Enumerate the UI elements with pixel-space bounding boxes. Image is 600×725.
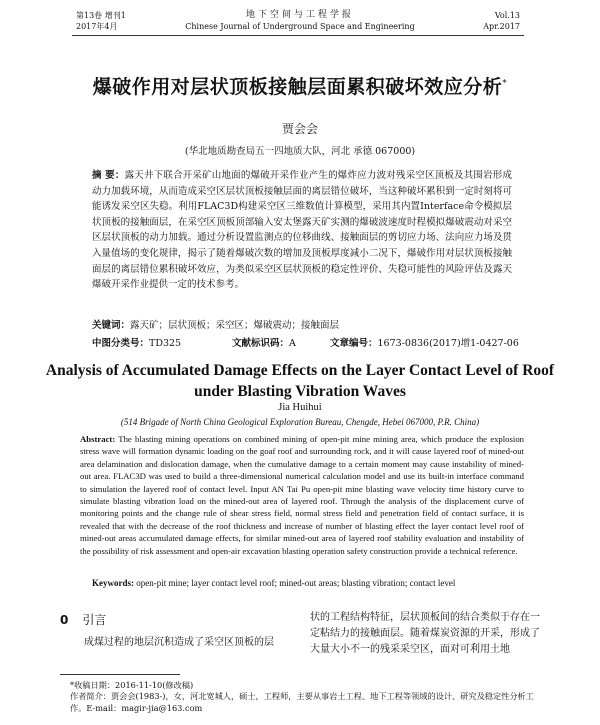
section-number: 0 xyxy=(60,613,69,627)
header-right xyxy=(483,10,520,32)
document-code: 文献标识码：A xyxy=(232,338,296,349)
abstract-en-text: The blasting mining operations on combined mining of open-pit mine mining area, which produce the explosion stress wave will formation dynamic loading on the goaf roof and surrounding rock, and it will cause layered roof of mined-out area delamination and dislocation damage, when the cumulative damage to a certain moment may cause instability of mined-out area. FLAC3D was used to build a three-dimensional numerical calculation model and use its built-in interface command to simulation the layered roof of contact level. Input AN Tai Pu open-pit mine blasting wave velocity time history curve to simulate blasting vibration load on the mined-out area of layered roof. Through the analysis of the displacement curve of monitoring points and the change rule of shear stress field, normal stress field and penetration field of contact surface, it is revealed that with the decrease of the roof thickness and increase of number of blasting effect the layer contact level roof of mined-out areas accumulated damage effects, for similar mined-out area of layered roof stability evaluation and instability of the possibility of risk assessment and open-air excavation blasting operation safety construction provide a technical reference. xyxy=(80,434,525,556)
keywords-en xyxy=(92,578,522,588)
header-date-zh: 2017年4月 xyxy=(76,22,118,31)
abstract-en-label: Abstract: xyxy=(80,434,116,444)
title-en: Analysis of Accumulated Damage Effects on the Layer Contact Level of Roof under Blasting Vibration Waves xyxy=(45,362,555,400)
keywords-en-text: open-pit mine; layer contact level roof; mined-out areas; blasting vibration; contact level xyxy=(136,578,456,588)
header-journal-zh: 地下空间与工程学报 xyxy=(245,10,354,20)
header-volume-en: Vol.13 xyxy=(494,11,520,20)
keywords-en-label: Keywords: xyxy=(92,578,134,588)
title-zh: 爆破作用对层状顶板接触层面累积破坏效应分析* xyxy=(92,76,508,98)
header-date-en: Apr.2017 xyxy=(483,22,520,31)
header-volume-zh: 第13卷 增刊1 xyxy=(76,11,126,20)
header-left xyxy=(76,10,126,32)
author-zh: 贾会会 xyxy=(281,122,318,136)
abstract-zh xyxy=(92,168,512,293)
section-heading xyxy=(60,611,106,628)
body-column-left: 成煤过程的地层沉积造成了采空区顶板的层 xyxy=(84,637,274,648)
header-center xyxy=(180,10,420,32)
affiliation-en: (514 Brigade of North China Geological Exploration Bureau, Chengde, Hebei 067000, P.R. China) xyxy=(120,417,480,427)
clc-number: 中图分类号：TD325 xyxy=(92,338,182,349)
footnote-rule xyxy=(60,674,180,675)
header-rule xyxy=(72,35,524,36)
author-en: Jia Huihui xyxy=(278,402,322,413)
keywords-zh xyxy=(92,317,512,331)
article-number: 文章编号：1673-0836(2017)增1-0427-06 xyxy=(330,338,519,349)
keywords-zh-text: 露天矿；层状顶板；采空区；爆破震动；接触面层 xyxy=(130,320,340,331)
title-footnote-mark: * xyxy=(502,78,508,89)
abstract-zh-text: 露天井下联合开采矿山地面的爆破开采作业产生的爆炸应力波对残采空区顶板及其围岩形成动力加载环境，从而造成采空区层状顶板接触层面的离层错位破坏，当这种破坏累积到一定时刻将可能诱发采空区失稳。利用FLAC3D构建采空区三维数值计算模型，采用其内置Interface命令模拟层状顶板的接触面层，在采空区顶板顶部输入安太堡露天矿实测的爆破波速度时程模拟爆破震动对采空区层状顶板的动力加载。通过分析设置监测点的位移曲线、接触面层的剪切应力场、法向应力场及贯入量值场的变化规律，揭示了随着爆破次数的增加及顶板厚度减小二况下，爆破作用对层状顶板接触面层的离层错位累积破坏效应，为类似采空区层状顶板的稳定性评价、失稳可能性的风险评估及露天爆破开采作业提供一定的技术参考。 xyxy=(92,170,512,291)
section-title: 引言 xyxy=(82,613,107,627)
affiliation-zh: (华北地质勘查局五一四地质大队，河北 承德 067000) xyxy=(184,146,416,157)
body-column-right: 状的工程结构特征，层状顶板间的结合类似于存在一定粘结力的接触面层。随着煤炭资源的开采，形成了大量大小不一的残采采空区，面对可利用土地 xyxy=(310,612,540,655)
footnote-author-info: 作者简介：贾会会(1983-)，女，河北宽城人，硕士，工程师，主要从事岩土工程、地下工程等领域的设计、研究及稳定性分析工作。E-mail：magir-jia@163.com xyxy=(70,691,534,713)
abstract-en xyxy=(80,433,524,557)
header-journal-en: Chinese Journal of Underground Space and Engineering xyxy=(185,22,415,31)
abstract-zh-label: 摘 要： xyxy=(92,170,125,181)
keywords-zh-label: 关键词： xyxy=(92,320,131,331)
footnote-received: *收稿日期：2016-11-10(修改稿) xyxy=(70,680,194,690)
